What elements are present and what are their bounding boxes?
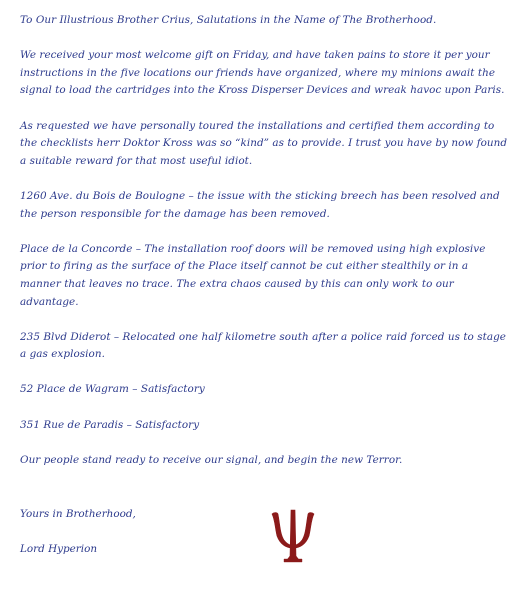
paragraph-installations-certified: As requested we have personally toured the installations and certified them according to the checklists herr Doktor Kross was so “kind” as to provide. I trust you have by now found a suitable reward for that most useful idiot. [20, 119, 508, 167]
letter-body [20, 12, 512, 487]
paragraph-bois-de-boulogne: 1260 Ave. du Bois de Boulogne – the issue with the sticking breech has been resolved and the person responsible for the damage has been removed. [20, 189, 500, 220]
letter-closing: Yours in Brotherhood, [20, 508, 136, 520]
paragraph-gift-received: We received your most welcome gift on Friday, and have taken pains to store it per your instructions in the five locations our friends have organized, where my minions await the signal to load the cartridges into the Kross Disperser Devices and wreak havoc upon Paris. [20, 49, 505, 97]
letter-signature: Lord Hyperion [20, 543, 98, 556]
letter-salutation: To Our Illustrious Brother Crius, Salutations in the Name of The Brotherhood. [20, 14, 437, 26]
paragraph-rue-de-paradis: 351 Rue de Paradis – Satisfactory [20, 418, 200, 431]
paragraph-place-de-la-concorde: Place de la Concorde – The installation roof doors will be removed using high explosive prior to firing as the surface of the Place itself cannot be cut either stealthily or in a manner that leaves no trace. The extra chaos caused by this can only work to our advantage. [20, 242, 486, 308]
paragraph-place-de-wagram: 52 Place de Wagram – Satisfactory [20, 383, 205, 396]
signature-block [20, 506, 136, 576]
psi-symbol-icon [268, 508, 318, 564]
paragraph-blvd-diderot: 235 Blvd Diderot – Relocated one half kilometre south after a police raid forced us to stage a gas explosion. [20, 330, 506, 361]
paragraph-new-terror: Our people stand ready to receive our signal, and begin the new Terror. [20, 453, 403, 466]
